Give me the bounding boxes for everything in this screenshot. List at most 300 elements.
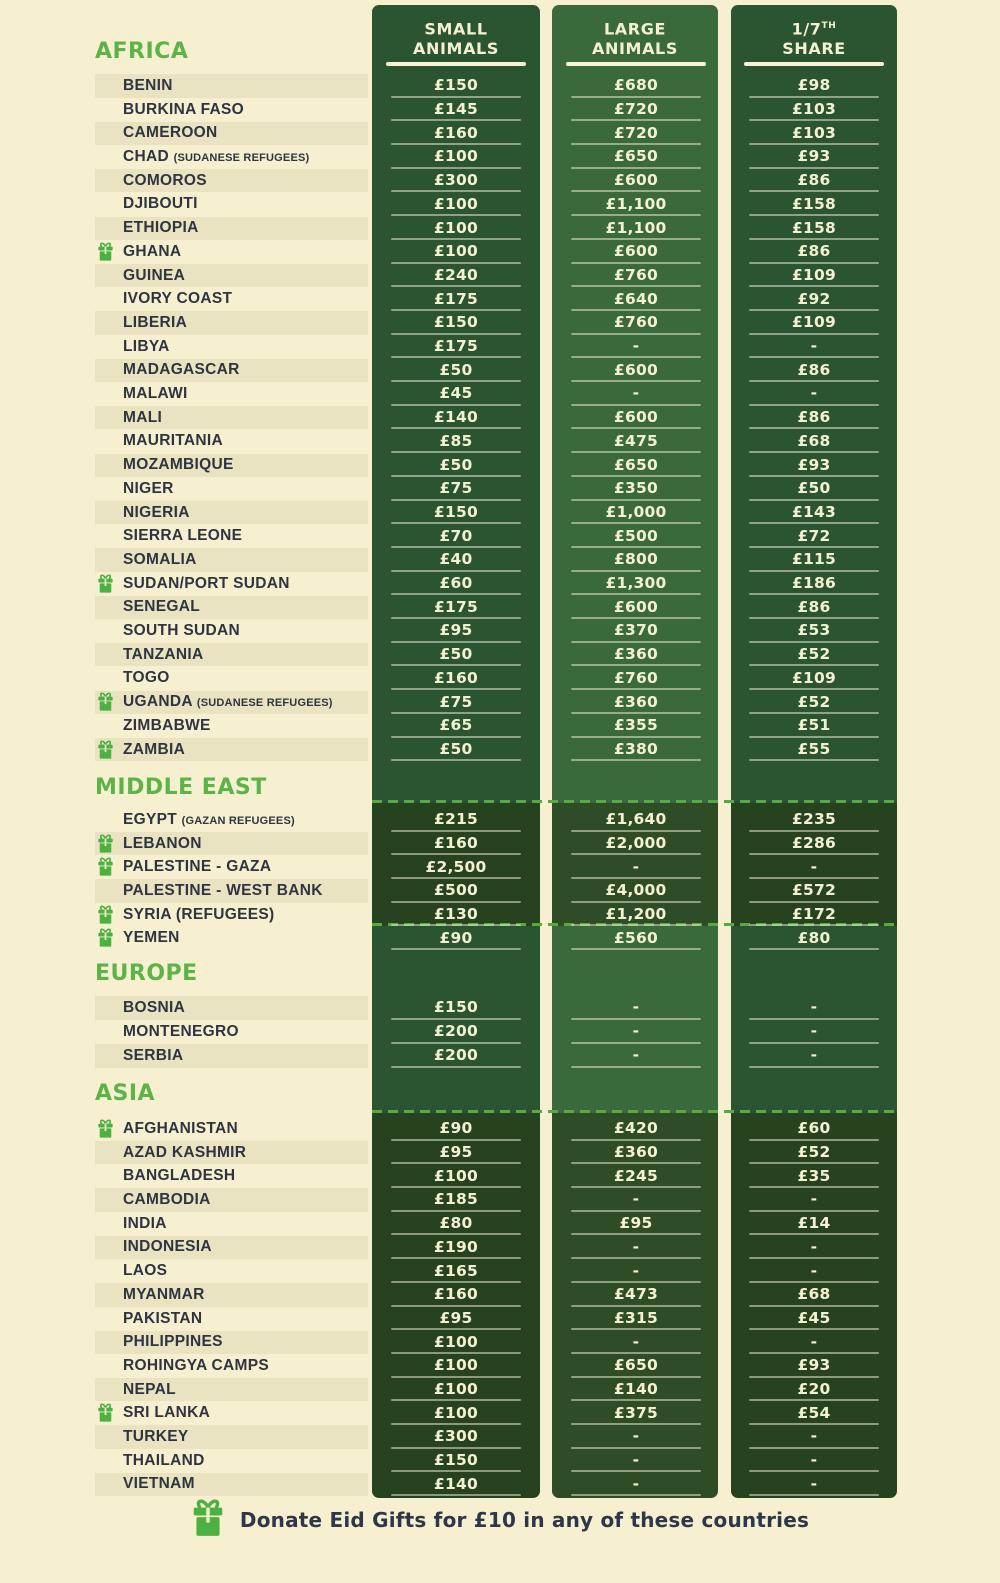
gift-marker	[97, 573, 115, 595]
price-cell	[747, 335, 881, 358]
price-cell	[747, 808, 881, 831]
price-cell	[747, 1331, 881, 1354]
price-cell	[569, 1188, 703, 1211]
price-cell	[747, 1212, 881, 1235]
country-label: INDIA	[123, 1214, 167, 1232]
price-cell	[569, 335, 703, 358]
gift-icon	[191, 1497, 225, 1538]
price-cell	[747, 1473, 881, 1496]
price-cell	[569, 1117, 703, 1140]
price-value: £500	[434, 881, 478, 900]
table-row	[0, 691, 1000, 714]
price-cell	[569, 1141, 703, 1164]
price-value: £145	[434, 100, 478, 118]
price-value: £680	[614, 76, 658, 95]
price-underline	[391, 759, 521, 761]
table-row	[0, 1307, 1000, 1330]
price-value: -	[810, 1237, 818, 1256]
price-value: £90	[439, 1119, 473, 1138]
table-row	[0, 927, 1000, 950]
price-value: £55	[797, 739, 831, 758]
price-value: £75	[439, 479, 473, 498]
price-value: £100	[434, 1332, 478, 1351]
price-value: -	[810, 857, 818, 876]
price-cell	[747, 1165, 881, 1188]
price-cell	[747, 1354, 881, 1377]
country-label: MOZAMBIQUE	[123, 456, 234, 474]
price-underline	[571, 759, 701, 761]
price-value: £315	[614, 1308, 658, 1327]
price-value: £86	[797, 242, 831, 261]
price-value: £640	[614, 289, 658, 308]
price-value: £115	[792, 550, 836, 569]
price-value: £70	[439, 526, 473, 545]
price-cell	[747, 856, 881, 879]
price-value: £140	[614, 1380, 658, 1398]
country-label: NIGERIA	[123, 503, 190, 521]
price-cell	[389, 217, 523, 240]
price-value: £109	[792, 668, 836, 687]
price-value: £360	[614, 645, 658, 664]
price-value: £1,000	[605, 502, 667, 521]
price-cell	[747, 264, 881, 287]
price-value: £93	[797, 147, 831, 166]
gift-icon	[97, 927, 114, 948]
price-cell	[747, 145, 881, 168]
price-value: £650	[614, 147, 658, 166]
price-cell	[747, 288, 881, 311]
price-value: -	[810, 384, 818, 403]
price-cell	[389, 643, 523, 666]
table-row	[0, 264, 1000, 287]
country-label: ETHIOPIA	[123, 219, 199, 237]
price-value: £45	[439, 384, 473, 403]
price-cell	[569, 548, 703, 571]
price-cell	[569, 1378, 703, 1401]
price-cell	[747, 217, 881, 240]
price-value: £90	[439, 928, 473, 947]
price-value: £140	[434, 408, 478, 427]
country-label: LEBANON	[123, 834, 202, 852]
price-cell	[747, 1260, 881, 1283]
price-cell	[389, 548, 523, 571]
price-cell	[569, 1212, 703, 1235]
table-row	[0, 903, 1000, 926]
price-cell	[389, 1020, 523, 1043]
price-cell	[389, 714, 523, 737]
table-row	[0, 525, 1000, 548]
table-row	[0, 406, 1000, 429]
price-cell	[747, 311, 881, 334]
gift-marker	[97, 739, 115, 761]
price-cell	[747, 1236, 881, 1259]
price-value: -	[632, 384, 640, 403]
price-value: £52	[797, 645, 831, 664]
price-cell	[569, 1165, 703, 1188]
country-label: UGANDA (SUDANESE REFUGEES)	[123, 693, 333, 711]
price-value: £760	[614, 265, 658, 284]
price-cell	[747, 572, 881, 595]
table-row	[0, 1402, 1000, 1425]
gift-icon	[97, 573, 114, 594]
country-suffix: (SUDANESE REFUGEES)	[196, 697, 333, 710]
price-cell	[389, 311, 523, 334]
price-value: £140	[434, 1474, 478, 1493]
country-label: PAKISTAN	[123, 1309, 203, 1327]
dashed-separator	[372, 800, 897, 803]
price-cell	[389, 98, 523, 121]
price-value: £600	[614, 360, 658, 379]
country-label: LIBERIA	[123, 313, 188, 331]
price-cell	[569, 996, 703, 1019]
country-label: SYRIA (REFUGEES)	[123, 905, 275, 923]
price-value: £100	[434, 218, 478, 237]
footer-text: Donate Eid Gifts for £10 in any of these countries	[239, 1508, 810, 1532]
price-value: £50	[797, 479, 831, 498]
table-row	[0, 1354, 1000, 1377]
price-underline	[749, 948, 879, 950]
price-cell	[389, 1473, 523, 1496]
price-value: £100	[434, 1356, 478, 1375]
price-value: £100	[434, 242, 478, 261]
price-cell	[747, 879, 881, 902]
price-cell	[747, 193, 881, 216]
price-value: £720	[614, 123, 658, 142]
price-cell	[569, 1425, 703, 1448]
column-header-small-animals: SMALL ANIMALS	[413, 19, 499, 59]
price-cell	[569, 856, 703, 879]
price-value: £473	[614, 1285, 658, 1304]
country-suffix: (SUDANESE REFUGEES)	[173, 152, 310, 165]
price-value: £109	[792, 313, 836, 332]
price-cell	[389, 169, 523, 192]
price-value: £160	[434, 123, 478, 142]
price-value: £286	[792, 834, 836, 852]
price-value: £800	[614, 550, 658, 569]
price-cell	[747, 477, 881, 500]
price-value: £165	[434, 1261, 478, 1280]
price-cell	[747, 714, 881, 737]
price-cell	[389, 74, 523, 97]
price-cell	[747, 525, 881, 548]
country-label: TANZANIA	[123, 645, 204, 663]
price-cell	[389, 691, 523, 714]
price-value: -	[632, 1022, 640, 1041]
price-value: £14	[797, 1214, 831, 1233]
price-value: £86	[797, 597, 831, 616]
price-cell	[747, 548, 881, 571]
price-cell	[747, 1307, 881, 1330]
price-cell	[389, 1402, 523, 1425]
country-label: SRI LANKA	[123, 1404, 211, 1422]
price-value: £360	[614, 1143, 658, 1161]
price-value: £172	[792, 905, 836, 924]
price-value: -	[632, 1190, 640, 1209]
gift-icon	[191, 1497, 225, 1543]
price-cell	[747, 501, 881, 524]
price-cell	[389, 406, 523, 429]
price-value: £420	[614, 1119, 658, 1138]
price-underline	[749, 1494, 879, 1496]
price-value: £75	[439, 692, 473, 711]
table-row	[0, 74, 1000, 97]
table-row	[0, 1378, 1000, 1401]
price-value: £45	[797, 1308, 831, 1327]
price-value: £760	[614, 668, 658, 687]
price-value: £175	[434, 597, 478, 616]
price-value: £1,200	[605, 905, 667, 924]
country-label: AZAD KASHMIR	[123, 1143, 247, 1161]
price-value: £350	[614, 479, 658, 498]
country-label: INDONESIA	[123, 1238, 212, 1256]
table-row	[0, 1117, 1000, 1140]
price-cell	[389, 1141, 523, 1164]
price-cell	[747, 1378, 881, 1401]
price-value: £380	[614, 739, 658, 758]
price-value: £560	[614, 928, 658, 947]
price-value: £40	[439, 550, 473, 569]
price-value: £475	[614, 431, 658, 450]
price-value: £95	[439, 1308, 473, 1327]
price-value: £53	[797, 621, 831, 640]
table-row	[0, 382, 1000, 405]
column-header-share: 1/7TH SHARE	[782, 19, 846, 59]
price-cell	[569, 572, 703, 595]
price-value: £80	[797, 928, 831, 947]
country-label: CAMBODIA	[123, 1191, 211, 1209]
table-row	[0, 430, 1000, 453]
price-value: £1,100	[605, 194, 667, 213]
country-label: LAOS	[123, 1262, 168, 1280]
price-cell	[747, 1141, 881, 1164]
price-cell	[389, 122, 523, 145]
table-row	[0, 596, 1000, 619]
price-cell	[569, 1307, 703, 1330]
price-value: £150	[434, 502, 478, 521]
price-cell	[389, 382, 523, 405]
country-label: PHILIPPINES	[123, 1333, 223, 1351]
price-cell	[747, 240, 881, 263]
dashed-separator	[372, 1110, 897, 1113]
gift-marker	[97, 1402, 115, 1424]
price-value: -	[632, 998, 640, 1017]
price-cell	[747, 643, 881, 666]
price-value: £50	[439, 455, 473, 474]
price-value: £360	[614, 692, 658, 711]
price-cell	[569, 667, 703, 690]
price-value: £50	[439, 360, 473, 379]
gift-marker	[97, 833, 115, 855]
country-label: TURKEY	[123, 1428, 189, 1446]
price-value: £54	[797, 1403, 831, 1422]
price-cell	[389, 1117, 523, 1140]
price-underline	[391, 1066, 521, 1068]
country-label: GUINEA	[123, 266, 186, 284]
country-label: MALAWI	[123, 385, 188, 403]
table-row	[0, 288, 1000, 311]
price-value: £2,000	[605, 834, 667, 852]
price-cell	[389, 1449, 523, 1472]
price-cell	[389, 1425, 523, 1448]
country-label: GHANA	[123, 242, 182, 260]
price-cell	[389, 903, 523, 926]
table-row	[0, 667, 1000, 690]
price-value: £150	[434, 998, 478, 1017]
price-value: £95	[439, 1143, 473, 1161]
table-row	[0, 217, 1000, 240]
price-value: £500	[614, 526, 658, 545]
price-cell	[747, 1402, 881, 1425]
gift-icon	[97, 856, 114, 877]
price-cell	[747, 903, 881, 926]
price-cell	[569, 1331, 703, 1354]
price-cell	[389, 927, 523, 950]
price-cell	[569, 643, 703, 666]
price-cell	[389, 667, 523, 690]
table-row	[0, 1141, 1000, 1164]
price-value: -	[810, 337, 818, 355]
price-cell	[569, 145, 703, 168]
table-row	[0, 335, 1000, 358]
price-value: £185	[434, 1190, 478, 1209]
price-cell	[389, 619, 523, 642]
price-cell	[569, 596, 703, 619]
price-cell	[569, 98, 703, 121]
section-title-africa: AFRICA	[95, 39, 189, 64]
price-cell	[389, 1307, 523, 1330]
price-cell	[747, 74, 881, 97]
country-label: MONTENEGRO	[123, 1022, 239, 1040]
section-title-europe: EUROPE	[95, 961, 198, 986]
gift-marker	[97, 241, 115, 263]
price-cell	[747, 1449, 881, 1472]
price-cell	[389, 193, 523, 216]
price-value: £93	[797, 1356, 831, 1375]
table-row	[0, 1283, 1000, 1306]
table-row	[0, 193, 1000, 216]
price-cell	[569, 927, 703, 950]
price-cell	[569, 1354, 703, 1377]
price-cell	[747, 1425, 881, 1448]
table-row	[0, 1331, 1000, 1354]
price-value: -	[810, 1332, 818, 1351]
price-value: £85	[439, 431, 473, 450]
price-value: £1,300	[605, 574, 667, 592]
price-cell	[569, 169, 703, 192]
price-value: -	[632, 857, 640, 876]
price-value: £98	[797, 76, 831, 95]
price-value: £215	[434, 810, 478, 829]
price-value: £95	[619, 1214, 653, 1233]
price-cell	[389, 525, 523, 548]
gift-marker	[97, 927, 115, 949]
price-cell	[747, 832, 881, 855]
price-cell	[389, 1236, 523, 1259]
country-label: BURKINA FASO	[123, 100, 245, 118]
country-label: LIBYA	[123, 337, 170, 355]
price-cell	[569, 264, 703, 287]
table-row	[0, 145, 1000, 168]
price-value: -	[632, 337, 640, 355]
price-cell	[569, 619, 703, 642]
table-row	[0, 1425, 1000, 1448]
country-label: YEMEN	[123, 929, 180, 947]
price-value: £143	[792, 502, 836, 521]
table-row	[0, 1020, 1000, 1043]
header-underline	[744, 62, 884, 66]
price-cell	[569, 1236, 703, 1259]
price-value: £720	[614, 100, 658, 118]
table-row	[0, 1188, 1000, 1211]
price-value: £52	[797, 692, 831, 711]
gift-marker	[97, 904, 115, 926]
country-label: EGYPT (GAZAN REFUGEES)	[123, 810, 295, 828]
country-label: CAMEROON	[123, 124, 218, 142]
country-label: TOGO	[123, 669, 170, 687]
country-label: SIERRA LEONE	[123, 527, 243, 545]
gift-marker	[97, 856, 115, 878]
section-title-middle_east: MIDDLE EAST	[95, 775, 267, 800]
country-label: SOUTH SUDAN	[123, 622, 240, 640]
price-cell	[389, 145, 523, 168]
price-value: £100	[434, 147, 478, 166]
price-cell	[747, 1044, 881, 1067]
table-row	[0, 832, 1000, 855]
price-value: £300	[434, 171, 478, 190]
table-row	[0, 1165, 1000, 1188]
price-cell	[389, 572, 523, 595]
table-row	[0, 169, 1000, 192]
price-value: £158	[792, 194, 836, 213]
table-row	[0, 1260, 1000, 1283]
price-value: -	[810, 998, 818, 1017]
table-row	[0, 714, 1000, 737]
price-value: £103	[792, 123, 836, 142]
price-cell	[569, 311, 703, 334]
gift-icon	[97, 1402, 114, 1423]
gift-icon	[97, 833, 114, 854]
price-cell	[569, 1449, 703, 1472]
table-row	[0, 240, 1000, 263]
price-cell	[569, 714, 703, 737]
price-cell	[389, 596, 523, 619]
country-label: DJIBOUTI	[123, 195, 198, 213]
price-cell	[747, 454, 881, 477]
price-value: -	[632, 1332, 640, 1351]
price-value: -	[810, 1451, 818, 1470]
price-cell	[747, 430, 881, 453]
price-value: £572	[792, 881, 836, 900]
price-value: £50	[439, 645, 473, 664]
price-value: £109	[792, 265, 836, 284]
price-value: £300	[434, 1427, 478, 1446]
price-cell	[569, 903, 703, 926]
country-label: BENIN	[123, 76, 173, 94]
country-label: CHAD (SUDANESE REFUGEES)	[123, 148, 310, 166]
price-value: £92	[797, 289, 831, 308]
price-cell	[747, 406, 881, 429]
price-cell	[747, 1188, 881, 1211]
price-cell	[747, 1020, 881, 1043]
price-cell	[569, 430, 703, 453]
price-value: £1,640	[605, 810, 667, 829]
country-label: BANGLADESH	[123, 1167, 236, 1185]
table-row	[0, 619, 1000, 642]
gift-marker	[97, 691, 115, 713]
price-value: £130	[434, 905, 478, 924]
price-value: £600	[614, 597, 658, 616]
price-value: -	[810, 1427, 818, 1446]
